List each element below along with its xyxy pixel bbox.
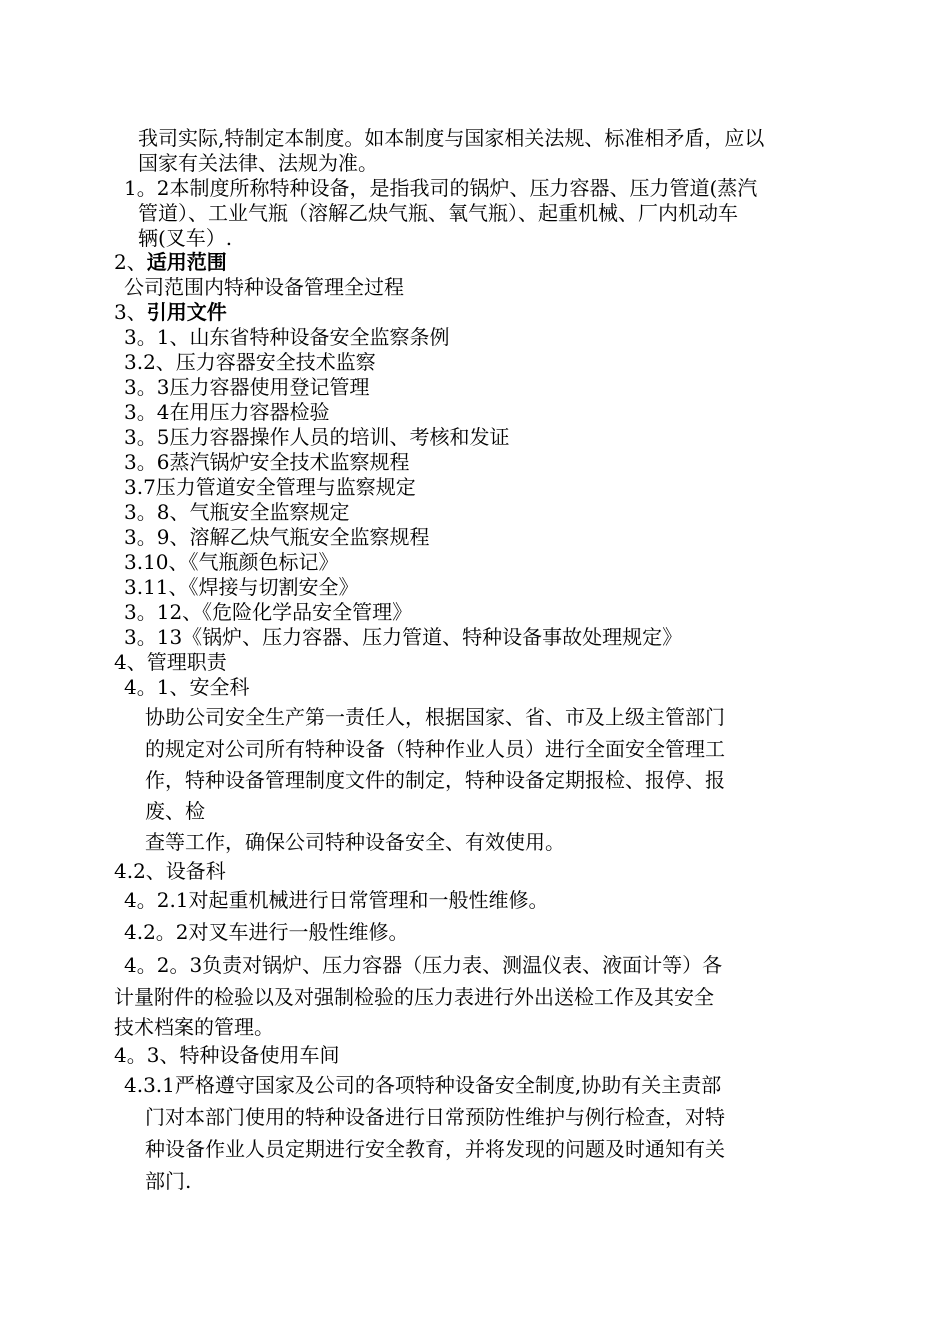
- reference-item: 3。9、溶解乙炔气瓶安全监察规程: [124, 525, 430, 549]
- section-4-1-line: 的规定对公司所有特种设备（特种作业人员）进行全面安全管理工: [145, 737, 725, 761]
- section-2-heading: [114, 250, 227, 274]
- section-4-3-heading: 4。3、特种设备使用车间: [114, 1043, 340, 1067]
- section-3-title: 引用文件: [146, 300, 227, 324]
- section-4-2-item-1: 4。2.1对起重机械进行日常管理和一般性维修。: [124, 888, 549, 912]
- section-4-2-item-3-line: 技术档案的管理。: [114, 1015, 274, 1039]
- reference-item: 3.11、《焊接与切割安全》: [124, 575, 359, 599]
- section-4-1-heading: 4。1、安全科: [124, 675, 250, 699]
- section-4-2-item-2: 4.2。2对叉车进行一般性维修。: [124, 920, 409, 944]
- reference-item: 3。4在用压力容器检验: [124, 400, 330, 424]
- section-2-body: 公司范围内特种设备管理全过程: [124, 275, 404, 299]
- section-4-1-line: 协助公司安全生产第一责任人，根据国家、省、市及上级主管部门: [145, 705, 725, 729]
- section-4-heading: 4、管理职责: [114, 650, 227, 674]
- section-2-title: 适用范围: [146, 250, 227, 274]
- reference-item: 3。3压力容器使用登记管理: [124, 375, 370, 399]
- reference-item: 3。1、山东省特种设备安全监察条例: [124, 325, 450, 349]
- reference-item: 3。6蒸汽锅炉安全技术监察规程: [124, 450, 410, 474]
- intro-line-2: 国家有关法律、法规为准。: [138, 151, 378, 175]
- section-4-3-line: 门对本部门使用的特种设备进行日常预防性维护与例行检查，对特: [145, 1105, 725, 1129]
- section-3-heading: [114, 300, 227, 324]
- section-3-number: 3、: [114, 300, 147, 324]
- reference-item: 3.10、《气瓶颜色标记》: [124, 550, 339, 574]
- reference-item: 3。8、气瓶安全监察规定: [124, 500, 350, 524]
- section-4-3-line: 4.3.1严格遵守国家及公司的各项特种设备安全制度,协助有关主责部: [124, 1073, 722, 1097]
- reference-item: 3.2、压力容器安全技术监察: [124, 350, 376, 374]
- section-4-2-item-3-line: 计量附件的检验以及对强制检验的压力表进行外出送检工作及其安全: [114, 985, 714, 1009]
- item-1-2-line-3: 辆(叉车）.: [138, 226, 233, 250]
- section-4-1-line: 废、检: [145, 799, 205, 823]
- section-4-2-heading: 4.2、设备科: [114, 859, 226, 883]
- reference-item: 3。5压力容器操作人员的培训、考核和发证: [124, 425, 510, 449]
- reference-item: 3。13《锅炉、压力容器、压力管道、特种设备事故处理规定》: [124, 625, 683, 649]
- item-1-2-line-2: 管道）、工业气瓶（溶解乙炔气瓶、氧气瓶）、起重机械、厂内机动车: [138, 201, 738, 225]
- section-4-2-item-3-line: 4。2。3负责对锅炉、压力容器（压力表、测温仪表、液面计等）各: [124, 953, 723, 977]
- section-4-1-line: 作，特种设备管理制度文件的制定，特种设备定期报检、报停、报: [145, 768, 725, 792]
- section-4-1-line: 查等工作，确保公司特种设备安全、有效使用。: [145, 830, 565, 854]
- intro-line-1: 我司实际,特制定本制度。如本制度与国家相关法规、标准相矛盾，应以: [138, 126, 765, 150]
- section-4-3-line: 部门.: [145, 1169, 192, 1193]
- section-4-3-line: 种设备作业人员定期进行安全教育，并将发现的问题及时通知有关: [145, 1137, 725, 1161]
- reference-item: 3.7压力管道安全管理与监察规定: [124, 475, 416, 499]
- reference-item: 3。12、《危险化学品安全管理》: [124, 600, 413, 624]
- item-1-2-line-1: 1。2本制度所称特种设备，是指我司的锅炉、压力容器、压力管道(蒸汽: [124, 176, 758, 200]
- section-2-number: 2、: [114, 250, 147, 274]
